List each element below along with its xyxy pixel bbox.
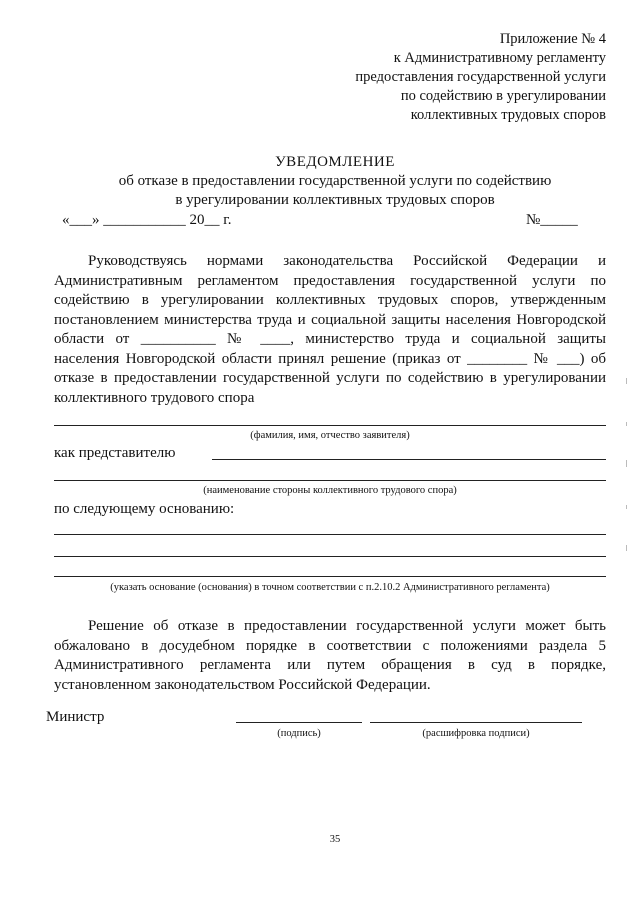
appendix-line: предоставления государственной услуги (355, 69, 606, 85)
paragraph-line: отказе в предоставлении государственной услуги по содействию в урегулировании (54, 370, 606, 386)
scan-mark (626, 378, 627, 384)
grounds-line-3 (54, 576, 606, 577)
appendix-line: коллективных трудовых споров (410, 107, 606, 123)
representative-line (212, 459, 606, 460)
scan-mark (626, 422, 627, 426)
applicant-name-line (54, 425, 606, 426)
paragraph-line: содействию в урегулировании коллективных трудовых споров, утвержденным (54, 292, 606, 308)
grounds-label: по следующему основанию: (54, 501, 235, 517)
grounds-line-1 (54, 534, 606, 535)
appendix-block (355, 30, 606, 125)
paragraph-line: области от __________ № ____, министерство труда и социальной защиты (54, 331, 606, 347)
subtitle-line-2: в урегулировании коллективных трудовых споров (175, 192, 495, 208)
paragraph-line: постановлением министерства труда и социальной защиты населения Новгородской (54, 311, 606, 328)
paragraph-line: Руководствуясь нормами законодательства Российской Федерации и (88, 253, 606, 269)
appeal-paragraph (54, 617, 606, 695)
grounds-line-2 (54, 556, 606, 557)
decode-signature-line (370, 722, 582, 723)
appeal-line: Административного регламента или путем обращения в суд в порядке, (54, 657, 606, 673)
appeal-line: установленном законодательством Российской Федерации. (54, 676, 431, 693)
date-field: «___» ___________ 20__ г. (62, 212, 232, 228)
scan-mark (626, 505, 627, 509)
page-number: 35 (329, 834, 341, 845)
as-representative-label: как представителю (54, 445, 176, 461)
subtitle-line-1: об отказе в предоставлении государственной услуги по содействию (118, 173, 552, 189)
caption-decode-signature: (расшифровка подписи) (422, 728, 530, 739)
document-title: УВЕДОМЛЕНИЕ (275, 154, 395, 170)
appendix-line: к Административному регламенту (393, 50, 606, 66)
paragraph-line: Административным регламентом предоставления государственной услуги по (54, 272, 606, 289)
party-line (54, 480, 606, 481)
signature-line (236, 722, 362, 723)
caption-signature: (подпись) (277, 728, 321, 739)
paragraph-line: населения Новгородской области принял решение (приказ от ________ № ___) об (54, 350, 606, 367)
number-field: №_____ (526, 212, 578, 228)
caption-party: (наименование стороны коллективного трудового спора) (203, 485, 457, 496)
main-paragraph (54, 252, 606, 408)
appeal-line: обжаловано в досудебном порядке в соответствии с положениями раздела 5 (54, 637, 606, 654)
minister-label: Министр (46, 709, 105, 725)
appeal-line: Решение об отказе в предоставлении государственной услуги может быть (88, 618, 606, 634)
caption-grounds: (указать основание (основания) в точном соответствии с п.2.10.2 Административного регламента) (110, 582, 550, 593)
scan-mark (626, 460, 627, 467)
appendix-line: по содействию в урегулировании (400, 88, 606, 104)
caption-applicant: (фамилия, имя, отчество заявителя) (250, 430, 410, 441)
appendix-line: Приложение № 4 (499, 31, 606, 47)
scan-mark (626, 545, 627, 551)
paragraph-line: коллективного трудового спора (54, 389, 255, 406)
